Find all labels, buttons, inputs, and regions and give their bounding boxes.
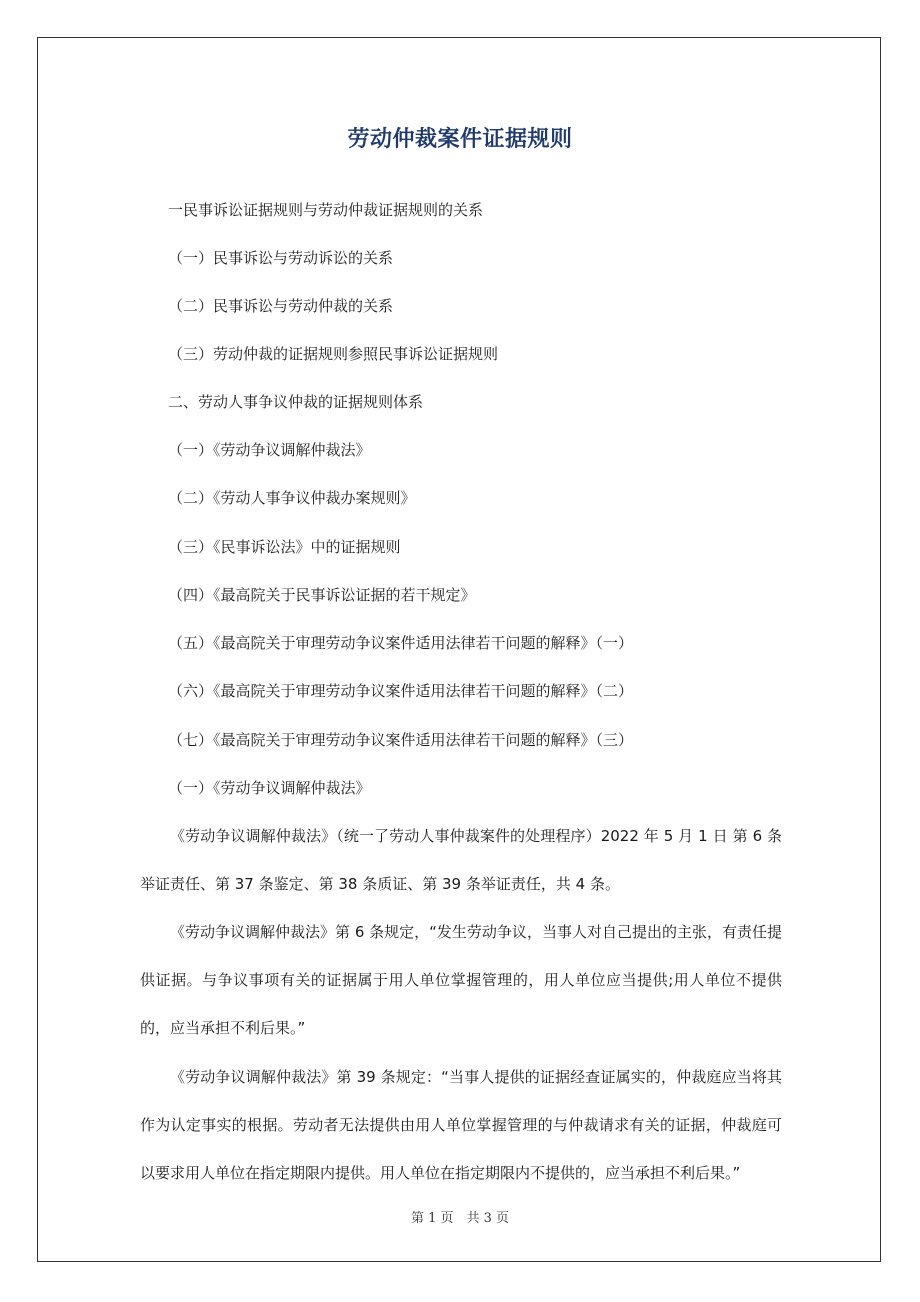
outline-item: （六）《最高院关于审理劳动争议案件适用法律若干问题的解释》（二）: [168, 682, 634, 700]
outline-item: （一）《劳动争议调解仲裁法》: [168, 441, 371, 459]
outline-heading-2: 二、劳动人事争议仲裁的证据规则体系: [168, 393, 424, 411]
outline-item: （二）民事诉讼与劳动仲裁的关系: [168, 297, 394, 315]
outline-item: （一）《劳动争议调解仲裁法》: [168, 779, 371, 797]
page-footer: 第 1 页 共 3 页: [410, 1211, 510, 1226]
body-paragraph: 《劳动争议调解仲裁法》第 39 条规定：“当事人提供的证据经查证属实的，仲裁庭应当将其作为认定事实的根据。劳动者无法提供由用人单位掌握管理的与仲裁请求有关的证据，仲裁庭可以要求用人单位在指定期限内提供。用人单位在指定期限内不提供的，应当承担不利后果。”: [140, 1068, 782, 1182]
outline-heading-1: 一民事诉讼证据规则与劳动仲裁证据规则的关系: [168, 201, 484, 219]
outline-item: （二）《劳动人事争议仲裁办案规则》: [168, 489, 416, 507]
outline-item: （七）《最高院关于审理劳动争议案件适用法律若干问题的解释》（三）: [168, 731, 634, 749]
outline-item: （四）《最高院关于民事诉讼证据的若干规定》: [168, 586, 476, 604]
body-paragraph: 《劳动争议调解仲裁法》第 6 条规定，“发生劳动争议，当事人对自己提出的主张，有责任提供证据。与争议事项有关的证据属于用人单位掌握管理的，用人单位应当提供;用人单位不提供的，应当承担不利后果。”: [140, 923, 782, 1037]
outline-item: （五）《最高院关于审理劳动争议案件适用法律若干问题的解释》（一）: [168, 634, 634, 652]
outline-item: （一）民事诉讼与劳动诉讼的关系: [168, 249, 394, 267]
document-title: 劳动仲裁案件证据规则: [347, 127, 573, 152]
outline-item: （三）劳动仲裁的证据规则参照民事诉讼证据规则: [168, 345, 499, 363]
body-paragraph: 《劳动争议调解仲裁法》（统一了劳动人事仲裁案件的处理程序）2022 年 5 月 1 日 第 6 条举证责任、第 37 条鉴定、第 38 条质证、第 39 条举证责任，共 4 条。: [140, 827, 782, 893]
outline-item: （三）《民事诉讼法》中的证据规则: [168, 538, 401, 556]
